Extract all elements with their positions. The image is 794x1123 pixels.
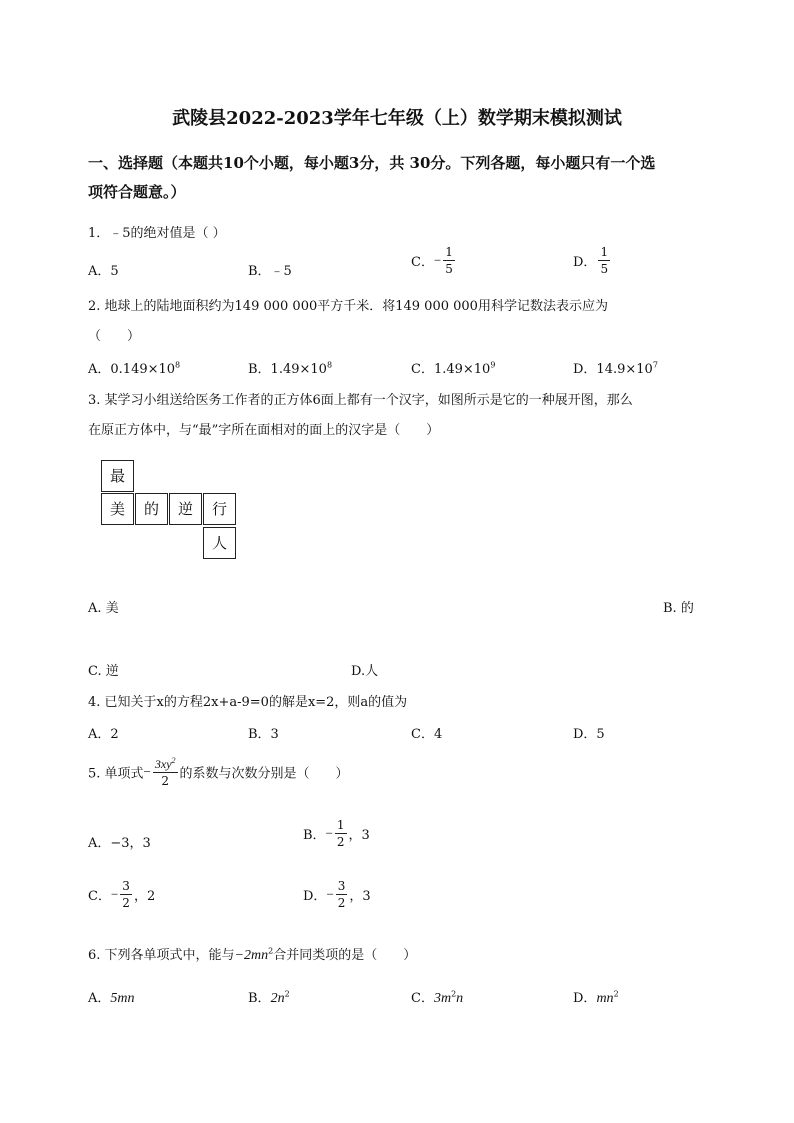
fraction-denominator: 2 (337, 896, 346, 910)
q5-option-c-tail: ，2 (133, 889, 156, 904)
q1-option-d-label: D． (573, 255, 597, 270)
q5-option-d-fraction (336, 880, 348, 909)
q6-option-b (248, 987, 290, 1007)
question-5-stem (88, 757, 349, 787)
q3-option-b: B. 的 (663, 601, 694, 616)
cube-net-cell: 人 (203, 527, 236, 559)
question-2-stem-line2: （ ） (88, 329, 141, 344)
question-3-stem-line2: 在原正方体中，与“最”字所在面相对的面上的汉字是（ ） (88, 423, 440, 438)
monomial-numerator: 3xy (154, 757, 172, 771)
q5-option-d-sign: − (326, 886, 334, 902)
q5-option-a: A．−3，3 (88, 836, 151, 851)
question-6-stem-suffix: 合并同类项的是（ ） (273, 948, 417, 963)
q2-option-a-exponent: 8 (175, 360, 181, 370)
q6-option-d (573, 987, 619, 1007)
q3-option-d: D.人 (351, 664, 379, 679)
q6-option-a (88, 987, 135, 1007)
q6-option-d-expression: mn (596, 991, 614, 1006)
fraction-numerator: 1 (336, 818, 345, 832)
q5-option-c-label: C． (88, 889, 111, 904)
q5-option-c (88, 880, 155, 909)
q6-option-b-exponent: 2 (284, 989, 290, 999)
question-3-stem: 3. 某学习小组送给医务工作者的正方体6面上都有一个汉字，如图所示是它的一种展开图，那么 (88, 393, 633, 408)
section-heading-line1: 一、选择题（本题共10个小题，每小题3分，共 30分。下列各题，每小题只有一个选 (88, 154, 656, 172)
q2-option-b (248, 358, 332, 377)
q6-option-c-exponent: 2 (451, 989, 457, 999)
question-6-stem-prefix: 6. 下列各单项式中，能与 (88, 948, 235, 963)
q5-option-d-tail: ，3 (349, 889, 371, 904)
monomial-fraction (153, 757, 178, 787)
q1-option-c (411, 246, 457, 275)
q6-option-d-label: D． (573, 991, 597, 1006)
monomial-exponent: 2 (171, 756, 176, 765)
q3-option-a: A. 美 (88, 601, 119, 616)
q1-option-c-label: C． (411, 255, 434, 270)
question-4-stem: 4. 已知关于x的方程2x+a-9=0的解是x=2，则a的值为 (88, 695, 408, 710)
page-title: 武陵县2022-2023学年七年级（上）数学期末模拟测试 (172, 108, 622, 129)
q4-option-b: B．3 (248, 727, 279, 742)
q2-option-b-exponent: 8 (326, 360, 333, 370)
q5-option-b-label: B． (303, 828, 326, 843)
q5-option-b-sign: − (325, 825, 333, 841)
q4-option-c: C．4 (411, 727, 443, 742)
q4-option-a: A．2 (88, 727, 119, 742)
q2-option-a (88, 358, 180, 377)
q6-option-d-exponent: 2 (613, 989, 619, 999)
q1-option-c-sign: − (433, 252, 442, 268)
q2-option-a-base: A．0.149×10 (88, 362, 176, 377)
q1-option-a: A．5 (88, 264, 119, 279)
q6-option-c-expression-part1: 3m (433, 991, 452, 1006)
q5-option-c-fraction (120, 880, 132, 909)
q2-option-c (411, 358, 495, 377)
fraction-denominator: 2 (336, 835, 345, 849)
q6-option-a-label: A． (88, 991, 111, 1006)
q2-option-d-exponent: 7 (652, 360, 658, 370)
question-6-expression: −2mn (234, 948, 269, 963)
fraction-numerator: 3 (337, 879, 346, 893)
q3-option-c: C. 逆 (88, 664, 119, 679)
fraction-numerator: 1 (600, 245, 609, 259)
q1-option-d (573, 246, 612, 275)
q2-option-c-base: C．1.49×10 (411, 362, 491, 377)
q6-option-b-label: B． (248, 991, 271, 1006)
question-1-stem: 1．﹣5的绝对值是（ ） (88, 226, 226, 241)
q4-option-d: D．5 (573, 727, 605, 742)
q6-option-c (411, 987, 463, 1007)
q5-option-b (303, 819, 370, 848)
fraction-denominator: 2 (161, 774, 170, 788)
q6-option-b-expression: 2n (270, 991, 285, 1006)
cube-net-cell: 的 (135, 493, 168, 525)
fraction-denominator: 5 (600, 262, 609, 276)
fraction-numerator (153, 757, 178, 773)
q6-option-a-expression: 5mn (110, 991, 135, 1006)
question-2-stem: 2. 地球上的陆地面积约为149 000 000平方千米．将149 000 000用科学记数法表示应为 (88, 299, 608, 314)
question-5-stem-prefix: 5. 单项式 (88, 766, 144, 782)
cube-net-cell: 逆 (169, 493, 202, 525)
question-5-stem-suffix: 的系数与次数分别是（ ） (179, 766, 349, 782)
fraction-denominator: 2 (122, 896, 130, 910)
q1-option-c-fraction (443, 246, 455, 275)
q2-option-d (573, 358, 658, 377)
q2-option-b-base: B．1.49×10 (248, 362, 327, 377)
fraction-numerator: 1 (445, 245, 453, 259)
q2-option-d-base: D．14.9×10 (573, 362, 653, 377)
cube-net-cell: 最 (101, 460, 134, 492)
q5-option-c-sign: − (110, 886, 119, 902)
q6-option-c-expression-part2: n (456, 991, 464, 1006)
section-heading-line2: 项符合题意。） (88, 183, 186, 201)
question-6-expression-exponent: 2 (268, 946, 274, 956)
q5-option-d (303, 880, 371, 909)
cube-net-cell: 行 (203, 493, 236, 525)
q5-option-b-tail: ，3 (348, 828, 370, 843)
question-6-stem (88, 944, 416, 964)
q6-option-c-label: C． (411, 991, 434, 1006)
q5-option-b-fraction (335, 819, 347, 848)
monomial-sign: − (143, 764, 151, 779)
q1-option-b: B．﹣5 (248, 264, 292, 279)
fraction-denominator: 5 (445, 262, 453, 276)
fraction-numerator: 3 (122, 879, 130, 893)
cube-net-cell: 美 (101, 493, 134, 525)
q2-option-c-exponent: 9 (490, 360, 496, 370)
q1-option-d-fraction (598, 246, 610, 275)
q5-option-d-label: D． (303, 889, 327, 904)
